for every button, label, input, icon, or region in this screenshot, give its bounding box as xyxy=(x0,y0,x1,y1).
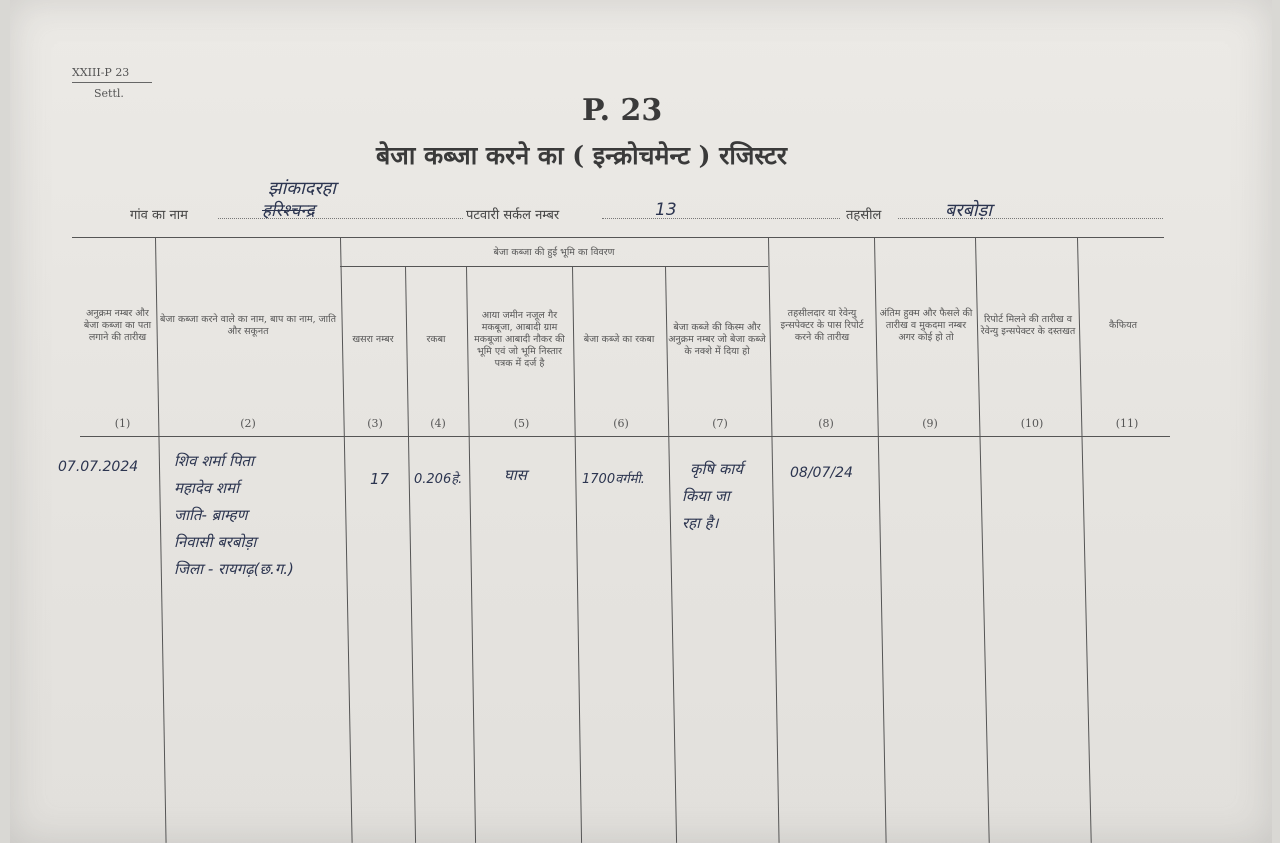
type-line: रहा है। xyxy=(682,514,719,532)
form-code-label: XXIII-P 23 xyxy=(72,66,130,79)
col-header-1 xyxy=(80,240,155,412)
type-line: किया जा xyxy=(682,487,730,505)
village-value-struck: हरिश्चन्द्र xyxy=(262,201,315,221)
col-header-11-label: कैफियत xyxy=(1108,320,1137,331)
col-header-11 xyxy=(1082,240,1164,412)
row-date: 07.07.2024 xyxy=(58,459,139,475)
type-line: कृषि कार्य xyxy=(690,460,743,478)
col-num-3: (3) xyxy=(367,417,383,430)
name-line: शिव शर्मा पिता xyxy=(174,452,254,470)
col-header-6-label: बेजा कब्जे का रकबा xyxy=(583,334,655,345)
row-khasra: 17 xyxy=(370,470,390,488)
form-code-sub: Settl. xyxy=(94,87,124,100)
row-encroached-area: 1700वर्गमी. xyxy=(582,472,645,487)
col-header-3 xyxy=(342,268,404,412)
col-header-4 xyxy=(407,268,465,412)
tehsil-label: तहसील xyxy=(846,208,882,223)
form-number: P. 23 xyxy=(582,93,663,128)
row-type xyxy=(682,456,743,537)
name-line: निवासी बरबोड़ा xyxy=(174,533,257,551)
col-num-1: (1) xyxy=(114,417,131,430)
table-top-rule xyxy=(72,237,1164,238)
col-header-6 xyxy=(574,268,664,412)
name-line: महादेव शर्मा xyxy=(174,479,239,497)
col-num-8: (8) xyxy=(818,417,834,430)
header-bottom-rule xyxy=(80,436,1170,437)
form-code xyxy=(72,66,152,100)
col-header-9-label: अंतिम हुक्म और फैसले की तारीख व मुकदमा नम्बर अगर कोई हो तो xyxy=(879,308,973,343)
row-name xyxy=(174,448,294,583)
village-value: झांकादरहा xyxy=(268,178,336,199)
col-header-9 xyxy=(878,240,974,412)
row-land-type: घास xyxy=(504,466,527,484)
name-line: जिला - रायगढ़(छ.ग.) xyxy=(174,560,294,578)
group-header xyxy=(340,242,768,264)
patwari-value: 13 xyxy=(655,200,677,220)
patwari-label: पटवारी सर्कल नम्बर xyxy=(466,208,560,223)
col-header-2 xyxy=(160,240,336,412)
col-header-3-label: खसरा नम्बर xyxy=(352,334,394,345)
col-num-6: (6) xyxy=(613,417,629,430)
col-header-8 xyxy=(772,240,872,412)
tehsil-value: बरबोड़ा xyxy=(945,200,992,221)
col-header-10-label: रिपोर्ट मिलने की तारीख व रेवेन्यु इन्सपेक्टर के दस्तखत xyxy=(980,314,1076,337)
col-num-5: (5) xyxy=(513,417,530,430)
col-num-7: (7) xyxy=(712,417,728,430)
col-header-5 xyxy=(468,268,571,412)
col-num-2: (2) xyxy=(240,417,256,430)
col-header-8-label: तहसीलदार या रेवेन्यु इन्सपेक्टर के पास रिपोर्ट करने की तारीख xyxy=(780,308,864,343)
col-header-7 xyxy=(667,268,767,412)
col-header-5-label: आया जमीन नजूल गैर मकबूजा, आबादी ग्राम मकबूजा आबादी नौकर की भूमि एवं जो भूमि निस्तार पत्रक में दर्ज है xyxy=(474,310,565,369)
col-header-1-label: अनुक्रम नम्बर और बेजा कब्जा का पता लगाने की तारीख xyxy=(83,308,152,343)
col-header-7-label: बेजा कब्जे की किस्म और अनुक्रम नम्बर जो बेजा कब्जे के नक्शे में दिया हो xyxy=(668,322,766,357)
row-rakba: 0.206हे. xyxy=(414,472,463,487)
col-header-10 xyxy=(980,240,1076,412)
col-num-11: (11) xyxy=(1115,417,1139,430)
col-num-9: (9) xyxy=(922,417,938,430)
village-label: गांव का नाम xyxy=(130,208,188,223)
col-num-4: (4) xyxy=(430,417,446,430)
row-report-date: 08/07/24 xyxy=(790,465,853,481)
col-num-10: (10) xyxy=(1020,417,1044,430)
name-line: जाति- ब्राम्हण xyxy=(174,506,248,524)
col-header-2-label: बेजा कब्जा करने वाले का नाम, बाप का नाम, जाति और सकूनत xyxy=(160,314,337,337)
page-title: बेजा कब्जा करने का ( इन्क्रोचमेन्ट ) रजिस्टर xyxy=(376,141,787,170)
col-header-4-label: रकबा xyxy=(426,334,446,345)
group-header-label: बेजा कब्जा की हुई भूमि का विवरण xyxy=(493,247,615,258)
